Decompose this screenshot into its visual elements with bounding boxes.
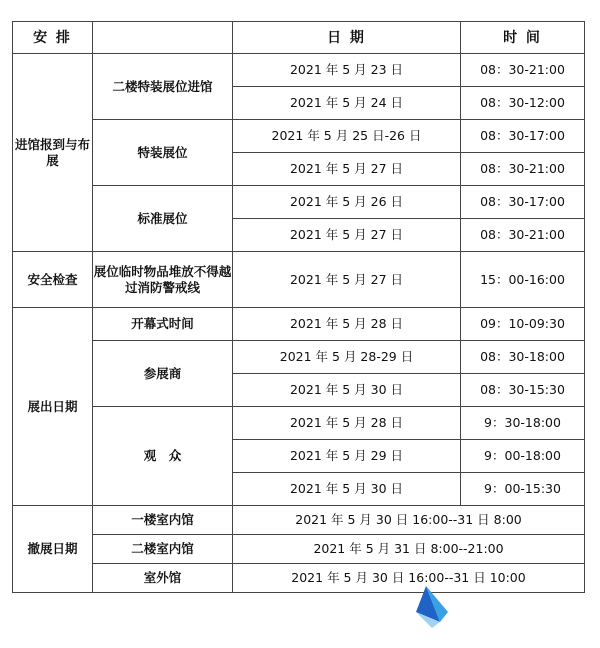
- time-cell: 08：30-17:00: [461, 120, 585, 153]
- date-cell: 2021 年 5 月 29 日: [233, 440, 461, 473]
- time-cell: 08：30-12:00: [461, 87, 585, 120]
- date-cell: 2021 年 5 月 23 日: [233, 54, 461, 87]
- date-cell: 2021 年 5 月 28 日: [233, 407, 461, 440]
- header-blank: [93, 22, 233, 54]
- time-cell: 08：30-21:00: [461, 153, 585, 186]
- time-cell: 9：00-15:30: [461, 473, 585, 506]
- table-row: [13, 407, 585, 440]
- span-cell: 2021 年 5 月 31 日 8:00--21:00: [233, 535, 585, 564]
- header-time: 时 间: [461, 22, 585, 54]
- sub-label: 二楼特装展位进馆: [93, 54, 233, 120]
- table-row: [13, 54, 585, 87]
- sub-label: 展位临时物品堆放不得越过消防警戒线: [93, 252, 233, 308]
- date-cell: 2021 年 5 月 27 日: [233, 252, 461, 308]
- sub-label: 室外馆: [93, 564, 233, 593]
- table-row: [13, 252, 585, 308]
- time-cell: 08：30-17:00: [461, 186, 585, 219]
- date-cell: 2021 年 5 月 28 日: [233, 308, 461, 341]
- header-arrange: 安 排: [13, 22, 93, 54]
- date-cell: 2021 年 5 月 27 日: [233, 219, 461, 252]
- table-row: [13, 535, 585, 564]
- span-cell: 2021 年 5 月 30 日 16:00--31 日 8:00: [233, 506, 585, 535]
- group-label-safety: 安全检查: [13, 252, 93, 308]
- time-cell: 15：00-16:00: [461, 252, 585, 308]
- time-cell: 08：30-21:00: [461, 54, 585, 87]
- time-cell: 08：30-21:00: [461, 219, 585, 252]
- time-cell: 08：30-18:00: [461, 341, 585, 374]
- sub-label: 一楼室内馆: [93, 506, 233, 535]
- table-row: [13, 120, 585, 153]
- date-cell: 2021 年 5 月 25 日-26 日: [233, 120, 461, 153]
- time-cell: 9：30-18:00: [461, 407, 585, 440]
- date-cell: 2021 年 5 月 30 日: [233, 473, 461, 506]
- sub-label: 特装展位: [93, 120, 233, 186]
- date-cell: 2021 年 5 月 28-29 日: [233, 341, 461, 374]
- sub-label: 标准展位: [93, 186, 233, 252]
- sub-label: 开幕式时间: [93, 308, 233, 341]
- header-row: [13, 22, 585, 54]
- time-cell: 09：10-09:30: [461, 308, 585, 341]
- sub-label: 观 众: [93, 407, 233, 506]
- time-cell: 9：00-18:00: [461, 440, 585, 473]
- table-row: [13, 341, 585, 374]
- sub-label: 参展商: [93, 341, 233, 407]
- span-cell: 2021 年 5 月 30 日 16:00--31 日 10:00: [233, 564, 585, 593]
- time-cell: 08：30-15:30: [461, 374, 585, 407]
- schedule-table: [12, 21, 585, 593]
- group-label-dismantle: 撤展日期: [13, 506, 93, 593]
- date-cell: 2021 年 5 月 27 日: [233, 153, 461, 186]
- table-row: [13, 186, 585, 219]
- date-cell: 2021 年 5 月 30 日: [233, 374, 461, 407]
- table-row: [13, 506, 585, 535]
- table-row: [13, 564, 585, 593]
- table-row: [13, 308, 585, 341]
- header-date: 日 期: [233, 22, 461, 54]
- sub-label: 二楼室内馆: [93, 535, 233, 564]
- logo-icon: [404, 582, 464, 630]
- group-label-exhibit: 展出日期: [13, 308, 93, 506]
- group-label-checkin: 进馆报到与布展: [13, 54, 93, 252]
- date-cell: 2021 年 5 月 24 日: [233, 87, 461, 120]
- date-cell: 2021 年 5 月 26 日: [233, 186, 461, 219]
